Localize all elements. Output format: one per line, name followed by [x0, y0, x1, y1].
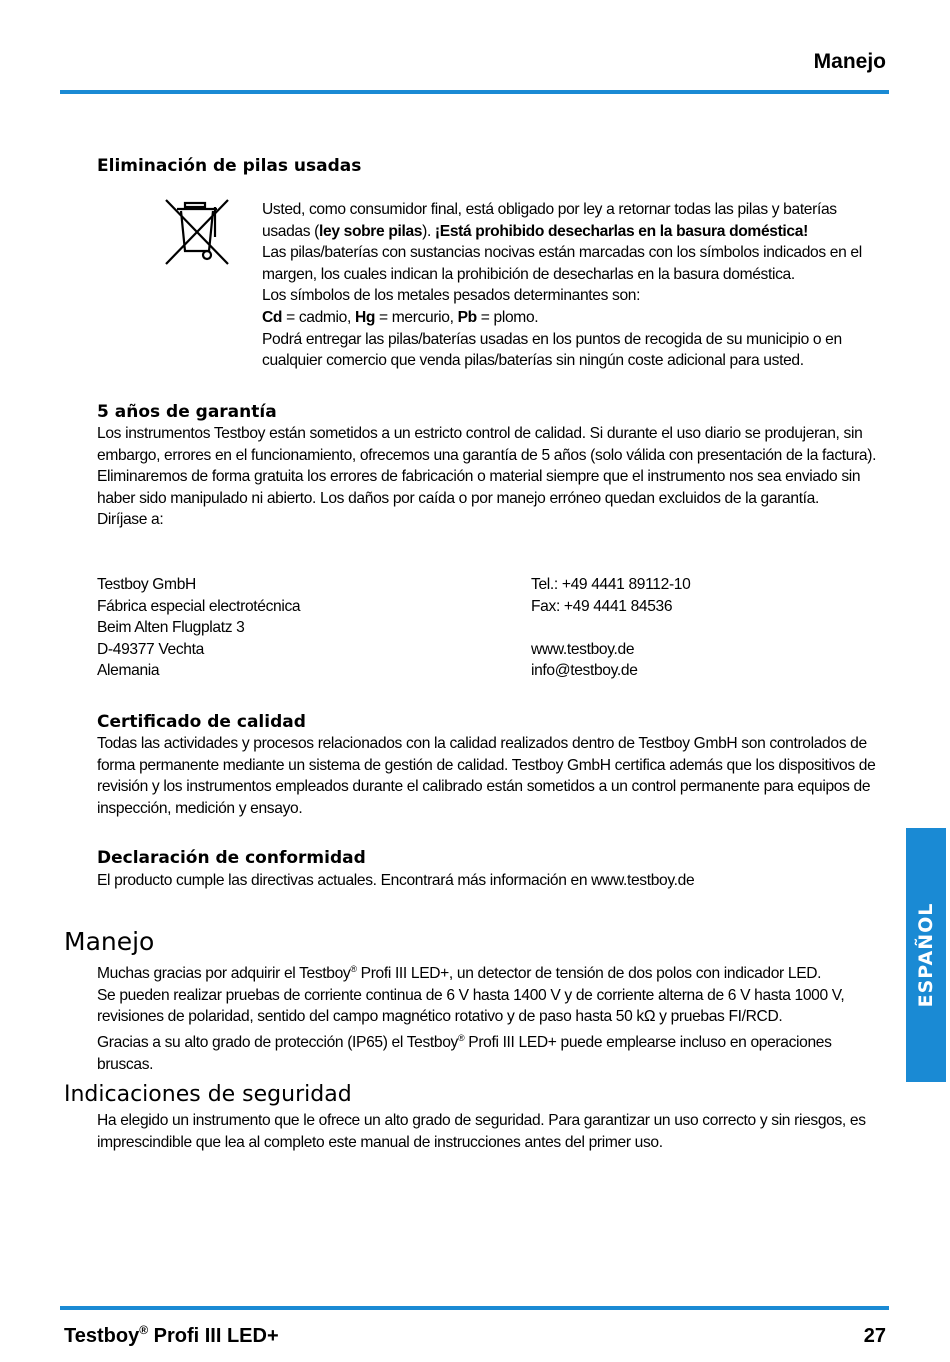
city: D-49377 Vechta — [97, 640, 204, 658]
telephone: Tel.: +49 4441 89112-10 — [531, 576, 691, 593]
conformity-heading: Declaración de conformidad — [97, 848, 366, 868]
manejo-l1-b: Profi III LED+, un detector de tensión de dos polos con indicador LED. — [356, 965, 822, 983]
conformity-text: El producto cumple las directivas actuales. Encontrará más información en www.testboy.de — [97, 872, 695, 889]
contact-block — [531, 574, 871, 682]
warranty-text: Los instrumentos Testboy están sometidos a un estricto control de calidad. Si durante el uso diario se produjeran, sin embargo, errores en el funcionamiento, ofrecemos una garantía de 5 años (solo válida con presentación de la factura). Eliminaremos de forma gratuita los errores de fabricación o material siempre que el instrumento nos sea enviado sin haber sido manipulado ni abierto. Los daños por caída o por manejo erróneo quedan excluidos de la garantía. — [97, 425, 877, 507]
cd-text: = cadmio, — [282, 308, 355, 326]
website-link[interactable]: www.testboy.de — [531, 640, 635, 658]
footer-model: Profi III LED+ — [148, 1325, 279, 1347]
registered-mark-2: ® — [458, 1032, 465, 1043]
battery-metals — [262, 307, 880, 329]
warranty-section — [97, 423, 882, 531]
crossed-out-wheelie-bin-icon — [163, 197, 231, 267]
warranty-contact-intro: Diríjase a: — [97, 511, 164, 529]
country: Alemania — [97, 662, 160, 680]
cd-symbol: Cd — [262, 308, 283, 326]
hg-symbol: Hg — [354, 308, 376, 326]
footer-registered-mark: ® — [139, 1323, 149, 1337]
language-tab — [906, 828, 946, 1082]
manejo-l3-b: Profi III LED+ puede emplearse incluso en operaciones bruscas. — [97, 1034, 832, 1073]
footer-product-name — [64, 1325, 279, 1348]
battery-p5: Podrá entregar las pilas/baterías usadas en los puntos de recogida de su municipio o en cualquier comercio que venda pilas/baterías sin ningún coste adicional para usted. — [262, 330, 842, 370]
battery-law-name: ley sobre pilas — [319, 222, 423, 240]
address-block — [97, 574, 497, 682]
email-link[interactable]: info@testboy.de — [531, 662, 638, 680]
battery-p1-a: Usted, como consumidor final, está obligado por ley a retornar todas las pilas y baterías usadas ( — [262, 201, 837, 240]
manejo-heading: Manejo — [64, 927, 155, 956]
battery-p2: Las pilas/baterías con sustancias nocivas están marcadas con los símbolos indicados en el margen, los cuales indican la prohibición de desecharlas en la basura doméstica. — [262, 244, 862, 283]
manejo-l2: Se pueden realizar pruebas de corriente continua de 6 V hasta 1400 V y de corriente alterna de 6 V hasta 1000 V, revisiones de polaridad, sentido del campo magnético rotativo y de paso hasta 50 kΩ y pruebas FI/RCD. — [97, 986, 845, 1026]
footer-divider — [60, 1306, 889, 1310]
hg-text: = mercurio, — [375, 308, 458, 326]
registered-mark: ® — [350, 964, 357, 974]
quality-heading: Certificado de calidad — [97, 712, 306, 732]
company-subtitle: Fábrica especial electrotécnica — [97, 597, 301, 615]
battery-p3: Los símbolos de los metales pesados determinantes son: — [262, 287, 641, 305]
battery-p1-c: ). — [422, 222, 435, 240]
pb-text: = plomo. — [476, 308, 539, 326]
battery-disposal-text — [262, 199, 880, 372]
language-tab-label: ESPAÑOL — [915, 902, 937, 1008]
street: Beim Alten Flugplatz 3 — [97, 619, 245, 637]
pb-symbol: Pb — [457, 308, 477, 326]
header-divider — [60, 90, 889, 94]
battery-prohibition: ¡Está prohibido desecharlas en la basura doméstica! — [434, 222, 808, 240]
manejo-l1-a: Muchas gracias por adquirir el Testboy — [97, 965, 351, 983]
manejo-l3-a: Gracias a su alto grado de protección (IP65) el Testboy — [97, 1034, 458, 1052]
quality-text: Todas las actividades y procesos relacionados con la calidad realizados dentro de Testboy GmbH son controlados de forma permanente mediante un sistema de gestión de calidad. Testboy GmbH certifica además que los dispositivos de revisión y los instrumentos empleados durante el calibrado están sometidos a un control permanente para equipos de inspección, medición y ensayo. — [97, 735, 876, 817]
page-number: 27 — [863, 1325, 886, 1347]
safety-heading: Indicaciones de seguridad — [64, 1082, 352, 1107]
footer-brand: Testboy — [64, 1325, 140, 1347]
company-name: Testboy GmbH — [97, 576, 196, 593]
battery-disposal-heading: Eliminación de pilas usadas — [97, 156, 362, 176]
page-header-title: Manejo — [813, 50, 886, 73]
warranty-heading: 5 años de garantía — [97, 402, 277, 422]
manejo-text — [97, 959, 887, 1075]
safety-text: Ha elegido un instrumento que le ofrece un alto grado de seguridad. Para garantizar un uso correcto y sin riesgos, es imprescindible que lea al completo este manual de instrucciones antes del primer uso. — [97, 1112, 866, 1151]
fax: Fax: +49 4441 84536 — [531, 597, 673, 615]
